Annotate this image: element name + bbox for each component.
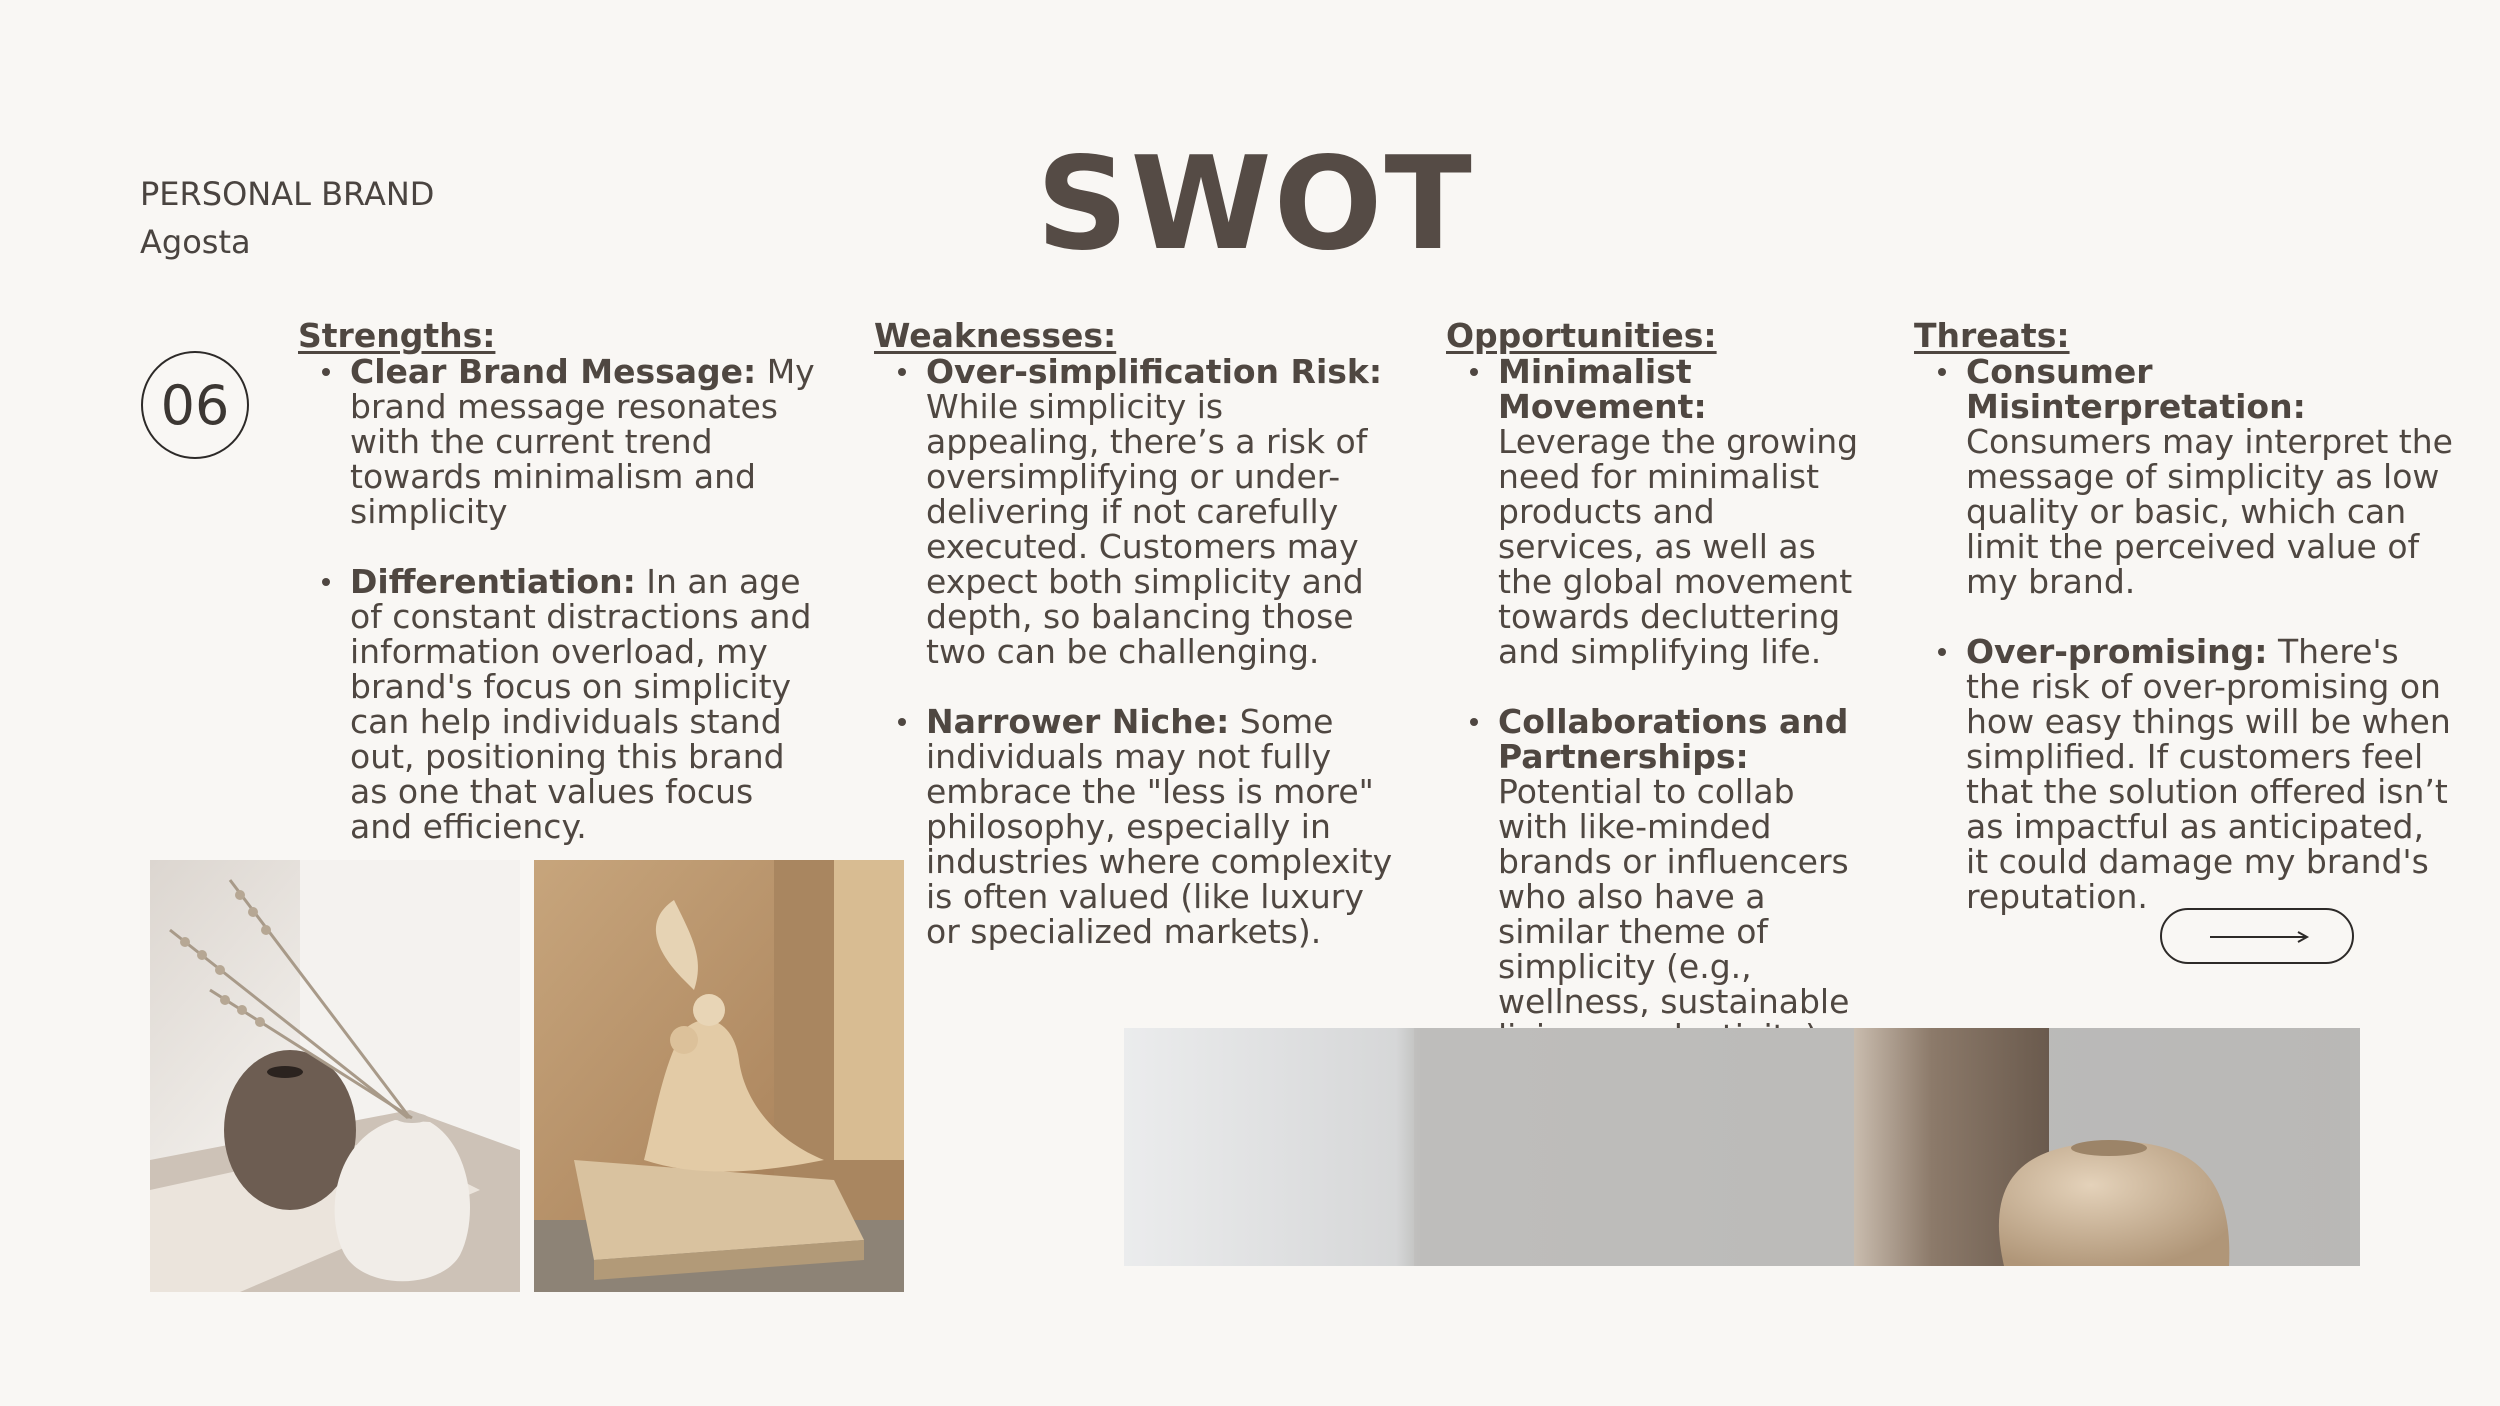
item-text: There's the risk of over-promising on how easy things will be when simplified. If customers feel that the solution offered isn’t as impactful as anticipated, it could damage my brand's reputation. <box>1966 632 2451 916</box>
item-lead: Minimalist Movement: <box>1498 352 1707 426</box>
list-item <box>1446 704 1866 1054</box>
item-lead: Narrower Niche: <box>926 702 1230 741</box>
stone-vase-photo <box>1124 1028 2360 1266</box>
page-title: SWOT <box>1036 130 1474 279</box>
opportunities-heading: Opportunities: <box>1446 316 1717 355</box>
list-item <box>298 354 818 529</box>
page-number-badge <box>141 351 249 459</box>
item-text: In an age of constant distractions and information overload, my brand's focus on simplicity can help individuals stand out, positioning this brand as one that values focus and efficiency. <box>350 562 812 846</box>
brand-name: Agosta <box>140 223 251 261</box>
list-item <box>1446 354 1866 669</box>
strengths-heading: Strengths: <box>298 316 496 355</box>
statue-photo <box>534 860 904 1292</box>
list-item <box>1914 634 2454 914</box>
threats-heading: Threats: <box>1914 316 2070 355</box>
vases-photo <box>150 860 520 1292</box>
item-text: My brand message resonates with the current trend towards minimalism and simplicity <box>350 352 815 531</box>
weaknesses-column <box>874 318 1399 984</box>
item-lead: Consumer Misinterpretation: <box>1966 352 2306 426</box>
list-item <box>1914 354 2454 599</box>
list-item <box>874 704 1399 949</box>
arrow-right-icon <box>2162 910 2352 962</box>
opportunities-column <box>1446 318 1866 1089</box>
list-item <box>874 354 1399 669</box>
brand-label: PERSONAL BRAND <box>140 175 435 213</box>
strengths-column <box>298 318 818 879</box>
item-lead: Differentiation: <box>350 562 636 601</box>
page-number: 06 <box>160 373 230 437</box>
item-text: Consumers may interpret the message of simplicity as low quality or basic, which can limit the perceived value of my brand. <box>1966 422 2453 601</box>
item-text: Leverage the growing need for minimalist products and services, as well as the global movement towards decluttering and simplifying life. <box>1498 422 1859 671</box>
item-lead: Over-simplification Risk: <box>926 352 1383 391</box>
item-lead: Clear Brand Message: <box>350 352 757 391</box>
threats-column <box>1914 318 2454 949</box>
list-item <box>298 564 818 844</box>
item-text: Potential to collab with like-minded brands or influencers who also have a similar theme of simplicity (e.g., wellness, sustainable <box>1498 772 1850 1021</box>
item-lead: Collaborations and Partnerships: <box>1498 702 1849 776</box>
next-arrow-button[interactable] <box>2160 908 2354 964</box>
item-lead: Over-promising: <box>1966 632 2268 671</box>
item-text: Some individuals may not fully embrace the "less is more" philosophy, especially in industries where complexity is often valued (like luxury or specialized markets). <box>926 702 1393 951</box>
weaknesses-heading: Weaknesses: <box>874 316 1117 355</box>
item-text: While simplicity is appealing, there’s a risk of oversimplifying or under-delivering if not carefully executed. Customers may expect both simplicity and depth, so balancing those two can be challenging. <box>926 387 1368 671</box>
